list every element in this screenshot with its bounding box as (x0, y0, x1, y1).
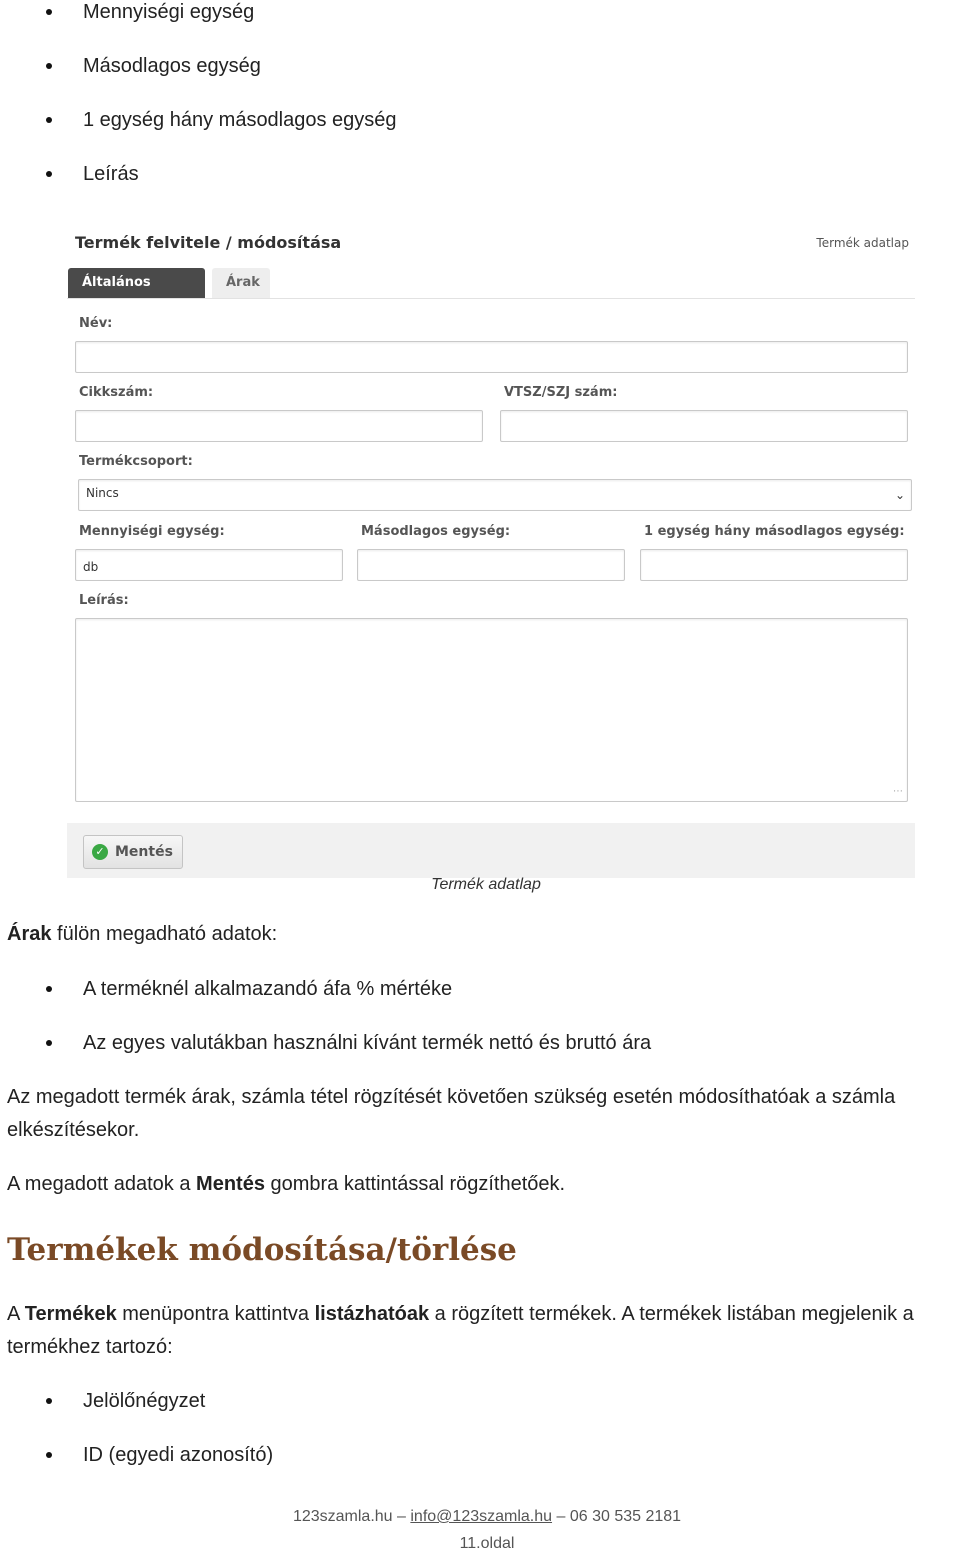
footer-email-link[interactable]: info@123szamla.hu (410, 1508, 553, 1525)
tab-prices[interactable]: Árak (212, 268, 270, 298)
list-item (0, 105, 940, 135)
save-note-text-end: gombra kattintással rögzíthetőek. (264, 1173, 566, 1195)
vtsz-label: VTSZ/SZJ szám: (504, 385, 618, 400)
save-button-label: Mentés (115, 844, 173, 860)
page-footer (0, 1508, 960, 1526)
prices-intro-text: fülön megadható adatok: (51, 923, 278, 945)
save-note-bold: Mentés (196, 1173, 265, 1195)
tab-divider (67, 298, 915, 299)
unit-value: db (83, 560, 99, 574)
list-item-text: 1 egység hány másodlagos egység (83, 109, 397, 131)
vtsz-field[interactable] (500, 410, 908, 442)
form-title: Termék felvitele / módosítása (75, 233, 342, 252)
para-text: menüpontra kattintva (116, 1303, 315, 1325)
list-item-text: Mennyiségi egység (83, 1, 255, 23)
para-bold-listable: listázhatóak (314, 1303, 430, 1325)
description-textarea[interactable] (75, 618, 908, 802)
para-bold-products: Termékek (24, 1303, 117, 1325)
sku-label: Cikkszám: (79, 385, 154, 400)
form-footer-bar (67, 823, 915, 878)
save-note-text: A megadott adatok a (7, 1173, 197, 1195)
figure-caption: Termék adatlap (431, 876, 541, 893)
list-item (0, 0, 940, 27)
bullet-icon (46, 1452, 52, 1458)
check-circle-icon: ✓ (92, 844, 108, 860)
product-sheet-link[interactable]: Termék adatlap (816, 236, 909, 250)
save-note-paragraph (7, 1168, 953, 1201)
secondary-unit-label: Másodlagos egység: (361, 524, 511, 539)
bullet-icon (46, 986, 52, 992)
prices-intro-bold: Árak (7, 923, 52, 945)
product-group-select[interactable] (78, 479, 912, 511)
sku-field[interactable] (75, 410, 483, 442)
bullet-icon (46, 63, 52, 69)
list-item-text: Jelölőnégyzet (83, 1390, 206, 1412)
bullet-icon (46, 9, 52, 15)
para-text: a rögzített termékek. A termékek listában megjelenik a termékhez tartozó: (7, 1303, 914, 1358)
list-item (0, 1028, 940, 1058)
unit-label: Mennyiségi egység: (79, 524, 225, 539)
product-group-value: Nincs (86, 486, 119, 500)
unit-field[interactable] (75, 549, 343, 581)
section-heading: Termékek módosítása/törlése (7, 1232, 517, 1268)
footer-separator: – (392, 1508, 411, 1525)
list-item-text: A terméknél alkalmazandó áfa % mértéke (83, 978, 453, 1000)
list-item (0, 974, 940, 1004)
products-list-paragraph (7, 1298, 953, 1364)
footer-separator: – (552, 1508, 570, 1525)
chevron-down-icon: ⌄ (894, 488, 905, 502)
footer-site: 123szamla.hu (292, 1508, 393, 1525)
list-item-text: Másodlagos egység (83, 55, 261, 77)
bullet-icon (46, 117, 52, 123)
resize-grip-icon[interactable]: ⋯ (893, 786, 902, 797)
ratio-label: 1 egység hány másodlagos egység: (644, 524, 905, 539)
bullet-icon (46, 1040, 52, 1046)
page-number: 11.oldal (459, 1535, 515, 1552)
save-button[interactable] (83, 835, 183, 869)
para-text: A (7, 1303, 25, 1325)
list-item-text: Leírás (83, 163, 139, 185)
secondary-unit-field[interactable] (357, 549, 625, 581)
bullet-icon (46, 1398, 52, 1404)
name-label: Név: (79, 316, 113, 331)
list-item (0, 51, 940, 81)
footer-phone: 06 30 535 2181 (569, 1508, 682, 1525)
list-item-text: ID (egyedi azonosító) (83, 1444, 274, 1466)
description-label: Leírás: (79, 593, 129, 608)
list-item (0, 159, 940, 189)
list-item-text: Az egyes valutákban használni kívánt termék nettó és bruttó ára (83, 1032, 652, 1054)
ratio-field[interactable] (640, 549, 908, 581)
tab-general[interactable]: Általános adatok (68, 268, 205, 298)
list-item (0, 1440, 940, 1470)
product-group-label: Termékcsoport: (79, 454, 193, 469)
prices-intro (7, 918, 953, 951)
name-field[interactable] (75, 341, 908, 373)
product-form-panel (67, 228, 915, 878)
list-item (0, 1386, 940, 1416)
bullet-icon (46, 171, 52, 177)
prices-note-paragraph: Az megadott termék árak, számla tétel rögzítését követően szükség esetén módosíthatóak a számla elkészítésekor. (7, 1086, 896, 1141)
